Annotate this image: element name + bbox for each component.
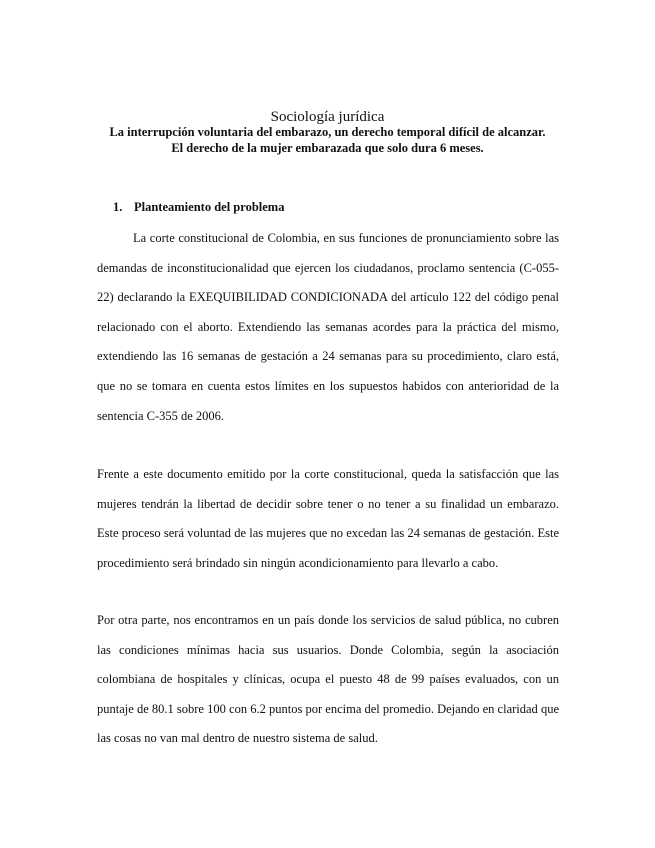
section-heading-text: Planteamiento del problema <box>134 200 285 214</box>
document-subtitle-line-2: El derecho de la mujer embarazada que solo dura 6 meses. <box>171 141 484 155</box>
section-heading <box>113 200 284 215</box>
document-subtitle-line-1: La interrupción voluntaria del embarazo, un derecho temporal difícil de alcanzar. <box>109 125 546 139</box>
paragraph-1: La corte constitucional de Colombia, en sus funciones de pronunciamiento sobre las demandas de inconstitucionalidad que ejercen los ciudadanos, proclamo sentencia (C-055-22) declarando la EXEQUIBILIDAD CONDICIONADA del artículo 122 del código penal relacionado con el aborto. Extendiendo las semanas acordes para la práctica del mismo, extendiendo las 16 semanas de gestación a 24 semanas para su procedimiento, claro está, que no se tomara en cuenta estos límites en los supuestos habidos con anterioridad de la sentencia C-355 de 2006. <box>97 231 559 423</box>
paragraph-3: Por otra parte, nos encontramos en un país donde los servicios de salud pública, no cubren las condiciones mínimas hacia sus usuarios. Donde Colombia, según la asociación colombiana de hospitales y clínicas, ocupa el puesto 48 de 99 países evaluados, con un puntaje de 80.1 sobre 100 con 6.2 puntos por encima del promedio. Dejando en claridad que las cosas no van mal dentro de nuestro sistema de salud. <box>97 613 559 746</box>
section-number: 1. <box>113 200 123 214</box>
document-title: Sociología jurídica <box>270 109 385 125</box>
paragraph-2: Frente a este documento emitido por la corte constitucional, queda la satisfacción que las mujeres tendrán la libertad de decidir sobre tener o no tener a su finalidad un embarazo. Este proceso será voluntad de las mujeres que no excedan las 24 semanas de gestación. Este procedimiento será brindado sin ningún acondicionamiento para llevarlo a cabo. <box>97 467 559 570</box>
